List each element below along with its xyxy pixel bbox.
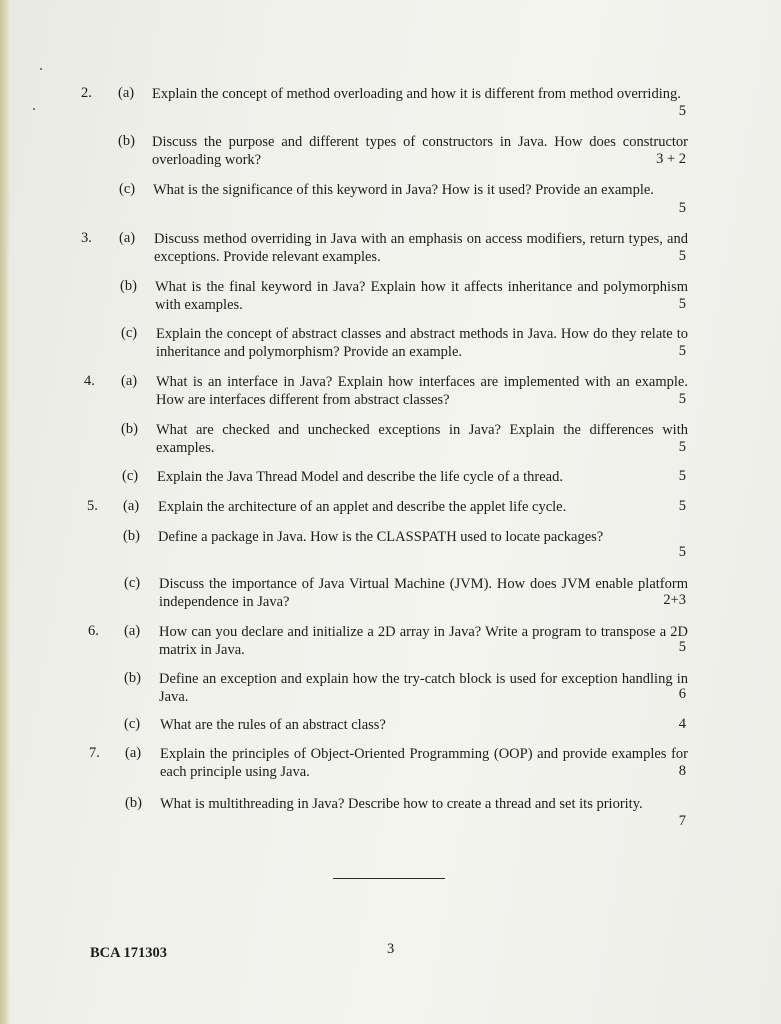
marks: 5 bbox=[678, 248, 686, 264]
part-label: (b) bbox=[125, 795, 142, 811]
question-number: 2. bbox=[81, 85, 92, 101]
question-text: Explain the concept of abstract classes and abstract methods in Java. How do they relate to inheritance and polymorphism? Provide an example. bbox=[156, 326, 688, 360]
question-number: 5. bbox=[87, 498, 98, 514]
question-text: What are the rules of an abstract class? bbox=[160, 717, 386, 733]
question-text: Discuss the importance of Java Virtual Machine (JVM). How does JVM enable platform independence in Java? bbox=[159, 576, 688, 610]
marks: 5 bbox=[678, 468, 686, 484]
question-text: How can you declare and initialize a 2D array in Java? Write a program to transpose a 2D matrix in Java. bbox=[159, 624, 688, 658]
part-label: (a) bbox=[118, 85, 135, 101]
marks: 5 bbox=[678, 200, 686, 216]
marks: 2+3 bbox=[663, 592, 686, 608]
question-text: Explain the architecture of an applet and describe the applet life cycle. bbox=[158, 499, 567, 515]
question-text: Discuss the purpose and different types of constructors in Java. How does constructor overloading work? bbox=[152, 134, 688, 168]
part-label: (a) bbox=[119, 230, 136, 246]
question-text: Explain the concept of method overloading and how it is different from method overriding. bbox=[152, 86, 681, 102]
part-label: (b) bbox=[123, 528, 140, 544]
question-number: 3. bbox=[81, 230, 92, 246]
part-label: (b) bbox=[118, 133, 135, 149]
speck-decoration bbox=[40, 68, 42, 70]
part-label: (c) bbox=[122, 468, 139, 484]
part-label: (c) bbox=[124, 716, 141, 732]
question-text: Explain the Java Thread Model and describe the life cycle of a thread. bbox=[157, 469, 563, 485]
marks: 5 bbox=[678, 296, 686, 312]
part-label: (a) bbox=[121, 373, 138, 389]
marks: 5 bbox=[678, 639, 686, 655]
marks: 5 bbox=[678, 343, 686, 359]
question-text: Explain the principles of Object-Oriented Programming (OOP) and provide examples for each principle using Java. bbox=[160, 746, 688, 780]
part-label: (b) bbox=[120, 278, 137, 294]
part-label: (c) bbox=[124, 575, 141, 591]
marks: 3 + 2 bbox=[656, 151, 686, 167]
question-text: Define an exception and explain how the try-catch block is used for exception handling in Java. bbox=[159, 671, 688, 705]
question-number: 4. bbox=[84, 373, 95, 389]
speck-decoration bbox=[33, 108, 35, 110]
part-label: (a) bbox=[123, 498, 140, 514]
paper-edge-shadow bbox=[0, 0, 10, 1024]
part-label: (a) bbox=[124, 623, 141, 639]
marks: 4 bbox=[678, 716, 686, 732]
marks: 5 bbox=[678, 391, 686, 407]
question-text: What are checked and unchecked exceptions in Java? Explain the differences with examples. bbox=[156, 422, 688, 456]
part-label: (c) bbox=[119, 181, 136, 197]
question-text: What is the significance of this keyword in Java? How is it used? Provide an example. bbox=[153, 182, 654, 198]
page-number: 3 bbox=[387, 941, 395, 957]
marks: 8 bbox=[678, 763, 686, 779]
marks: 5 bbox=[678, 498, 686, 514]
marks: 5 bbox=[678, 439, 686, 455]
question-text: What is multithreading in Java? Describe how to create a thread and set its priority. bbox=[160, 796, 643, 812]
part-label: (b) bbox=[121, 421, 138, 437]
paper-code: BCA 171303 bbox=[90, 945, 167, 961]
question-number: 7. bbox=[89, 745, 100, 761]
end-divider bbox=[333, 878, 445, 879]
marks: 7 bbox=[678, 813, 686, 829]
part-label: (c) bbox=[121, 325, 138, 341]
question-text: What is an interface in Java? Explain how interfaces are implemented with an example. How are interfaces different from abstract classes? bbox=[156, 374, 688, 408]
marks: 5 bbox=[678, 544, 686, 560]
marks: 6 bbox=[678, 686, 686, 702]
part-label: (b) bbox=[124, 670, 141, 686]
question-number: 6. bbox=[88, 623, 99, 639]
question-text: Define a package in Java. How is the CLASSPATH used to locate packages? bbox=[158, 529, 604, 545]
question-text: What is the final keyword in Java? Explain how it affects inheritance and polymorphism with examples. bbox=[155, 279, 688, 313]
question-text: Discuss method overriding in Java with an emphasis on access modifiers, return types, and exceptions. Provide relevant examples. bbox=[154, 231, 688, 265]
part-label: (a) bbox=[125, 745, 142, 761]
marks: 5 bbox=[678, 103, 686, 119]
